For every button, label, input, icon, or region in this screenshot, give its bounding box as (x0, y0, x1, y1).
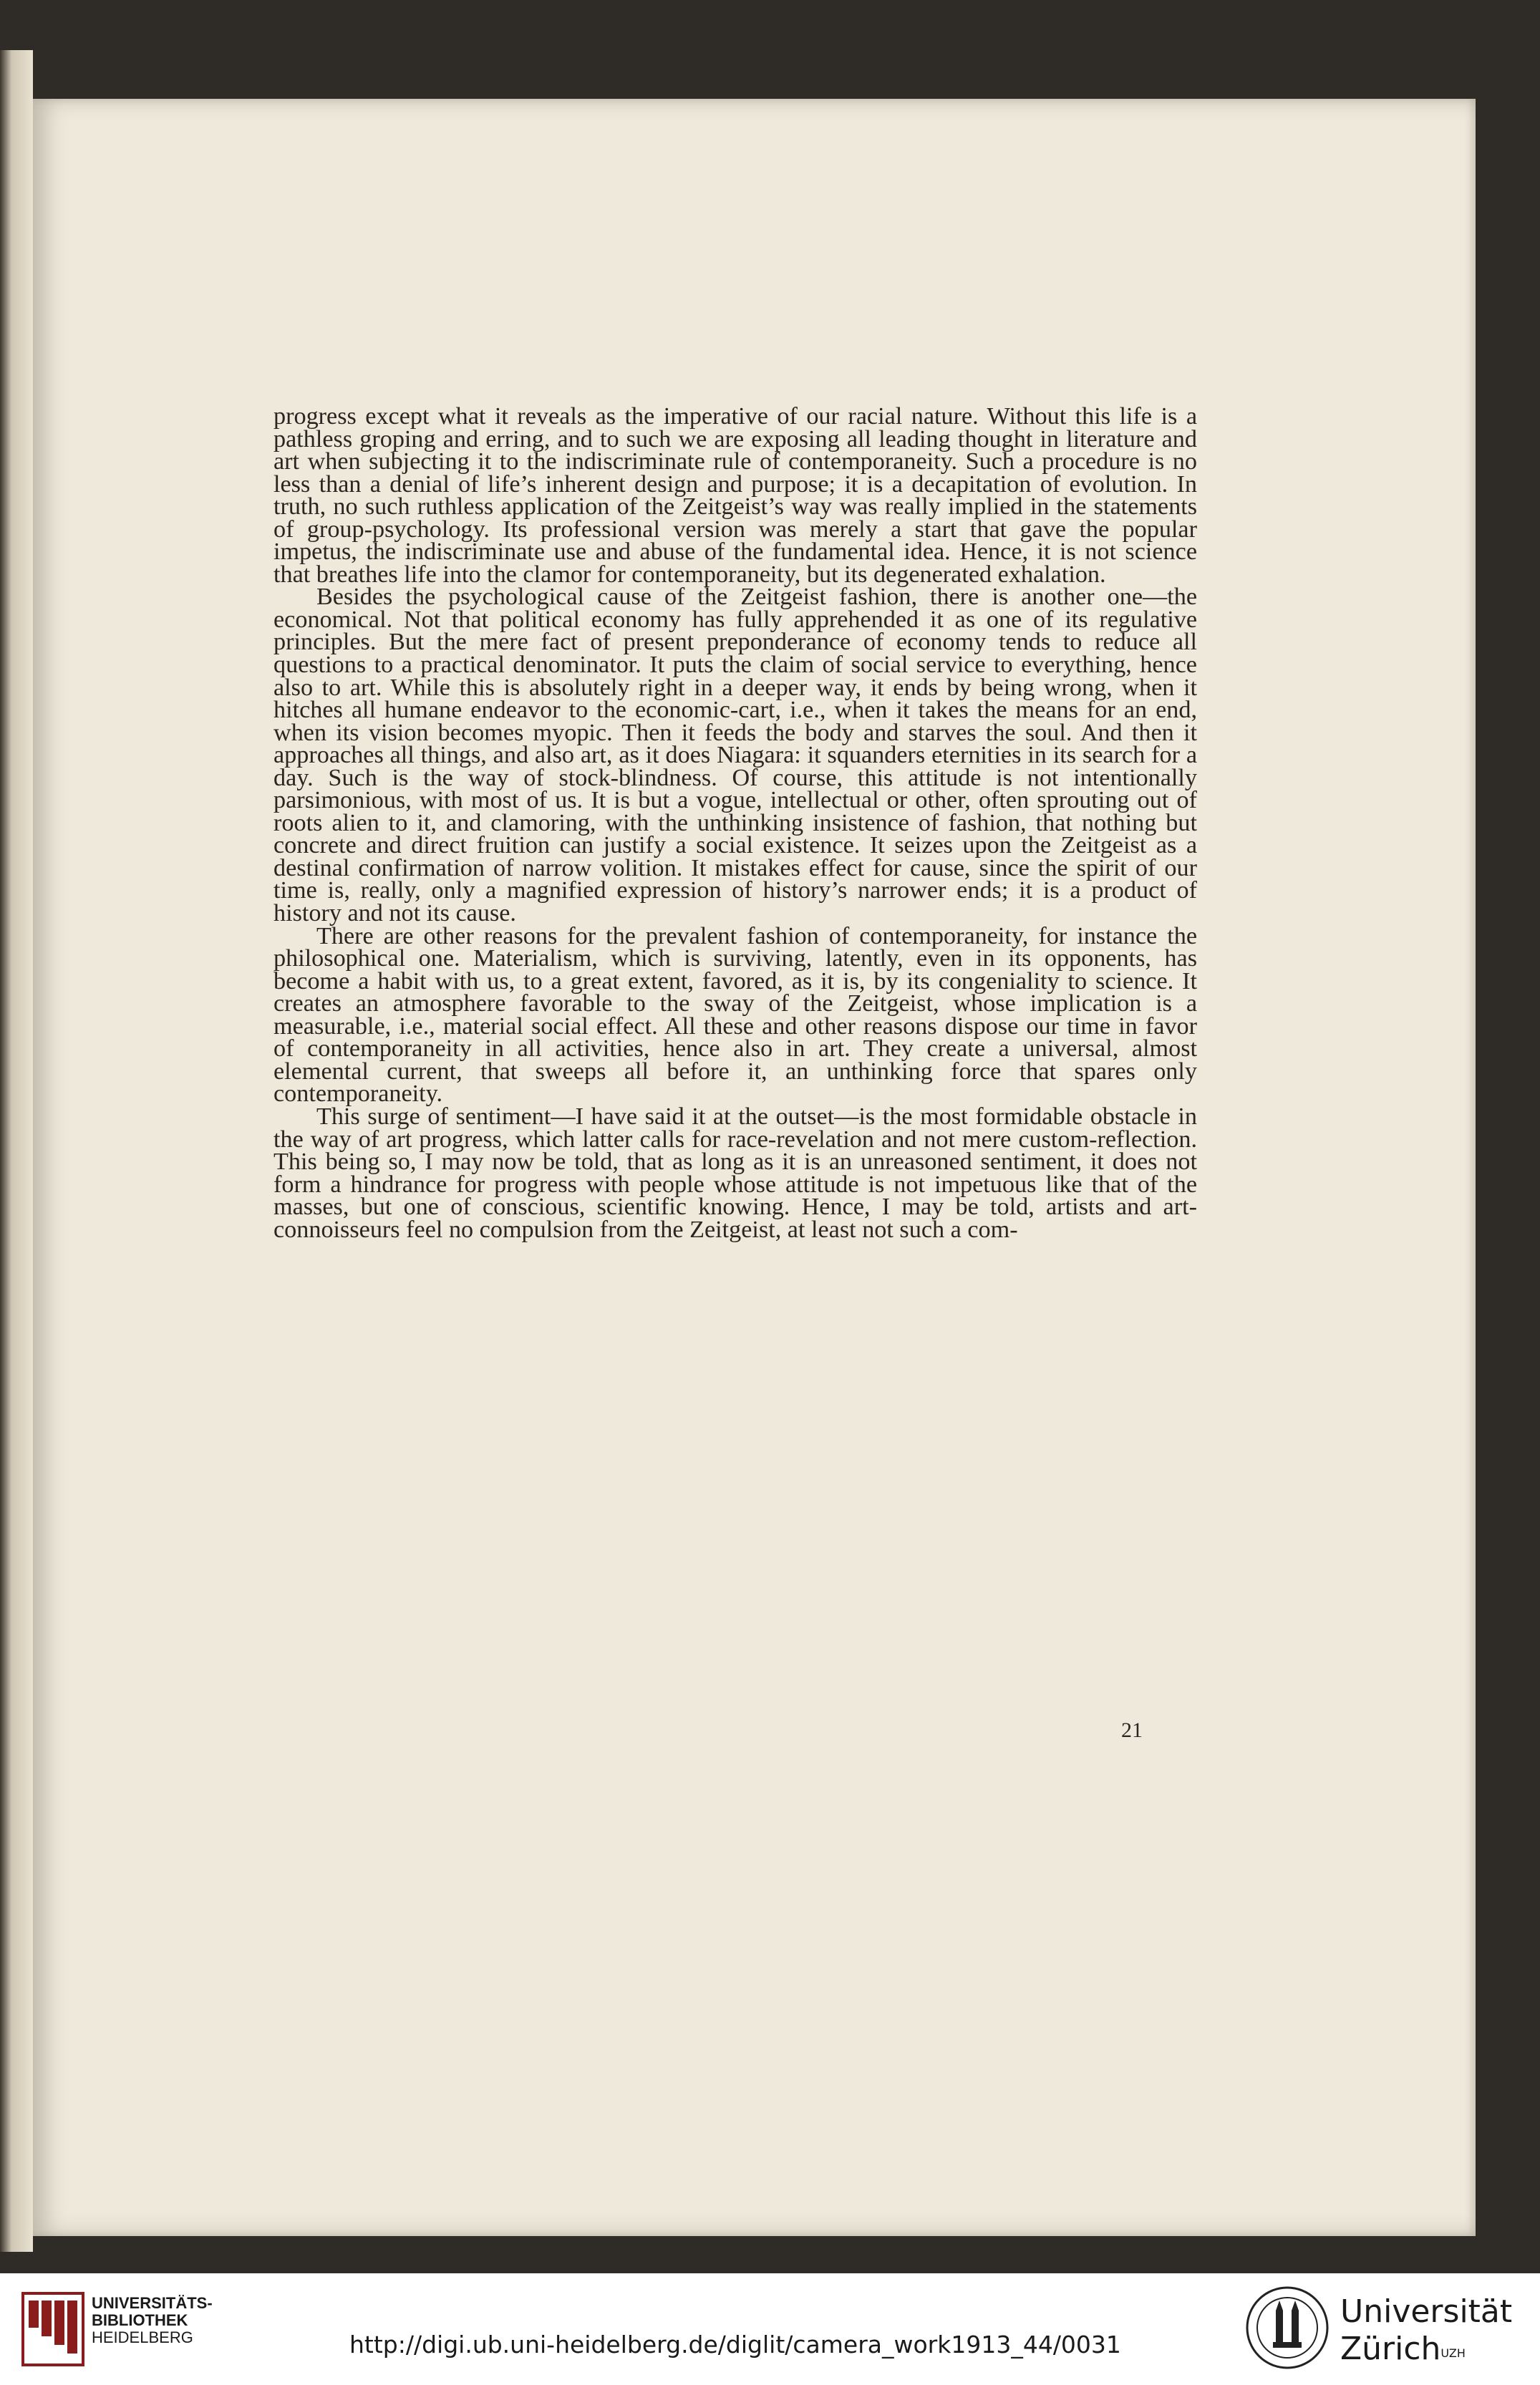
book-page (33, 99, 1476, 2236)
university-abbrev: UZH (1440, 2346, 1466, 2360)
library-line-1: UNIVERSITÄTS- (92, 2294, 213, 2312)
body-text (273, 405, 1197, 1241)
left-page-edge (0, 50, 33, 2252)
university-city: Zürich (1340, 2331, 1441, 2367)
paragraph-4: This surge of sentiment—I have said it at the outset—is the most formidable obstacle in the way of art progress, which latter calls for race-revelation and not mere custom-reflection. This being so, I may now be told, that as long as it is an unreasoned sentiment, it does not form a hindrance for progress with people whose attitude is not impetuous like that of the masses, but one of conscious, scientific knowing. Hence, I may be told, artists and art-connoisseurs feel no compulsion from the Zeitgeist, at least not such a com- (273, 1103, 1197, 1243)
permalink-url[interactable]: http://digi.ub.uni-heidelberg.de/diglit/camera_work1913_44/0031 (349, 2331, 1121, 2359)
page-number: 21 (1121, 1718, 1143, 1742)
university-line-2 (1340, 2331, 1512, 2368)
library-line-2: BIBLIOTHEK (92, 2311, 188, 2329)
university-name (1340, 2293, 1512, 2368)
university-line-1: Universität (1340, 2293, 1513, 2330)
uzh-seal-icon (1244, 2285, 1330, 2371)
paragraph-1: progress except what it reveals as the imperative of our racial nature. Without this life is a pathless groping and erring, and to such we are exposing all leading thought in literature and art when subjecting it to the indiscriminate rule of contemporaneity. Such a procedure is no less than a denial of life’s inherent design and purpose; it is a decapitation of evolution. In truth, no such ruthless application of the Zeitgeist’s way was really implied in the statements of group-psychology. Its professional version was merely a start that gave the popular impetus, the indiscriminate use and abuse of the fundamental idea. Hence, it is not science that breathes life into the clamor for contemporaneity, but its degenerated exhalation. (273, 403, 1197, 588)
ub-heidelberg-logo-icon (20, 2290, 86, 2368)
library-line-3: HEIDELBERG (92, 2328, 193, 2346)
footer-bar (0, 2273, 1540, 2385)
paragraph-2: Besides the psychological cause of the Zeitgeist fashion, there is another one—the economical. Not that political economy has fully apprehended it as one of its regulative principles. But the mere fact of present preponderance of economy tends to reduce all questions to a practical denominator. It puts the claim of social service to everything, hence also to art. While this is absolutely right in a deeper way, it ends by being wrong, when it hitches all humane endeavor to the economic-cart, i.e., when it takes the means for an end, when its vision becomes myopic. Then it feeds the body and starves the soul. And then it approaches all things, and also art, as it does Niagara: it squanders eternities in its search for a day. Such is the way of stock-blindness. Of course, this attitude is not intentionally parsimonious, with most of us. It is but a vogue, intellectual or other, often sprouting out of roots alien to it, and clamoring, with the unthinking insistence of fashion, that nothing but concrete and direct fruition can justify a social existence. It seizes upon the Zeitgeist as a destinal confirmation of narrow volition. It mistakes effect for cause, since the spirit of our time is, really, only a magnified expression of history’s narrower ends; it is a product of history and not its cause. (273, 584, 1197, 927)
paragraph-3: There are other reasons for the prevalent fashion of contemporaneity, for instance the philosophical one. Materialism, which is surviving, latently, even in its opponents, has become a habit with us, to a great extent, favored, as it is, by its congeniality to science. It creates an atmosphere favorable to the sway of the Zeitgeist, whose implication is a measurable, i.e., material social effect. All these and other reasons dispose our time in favor of contemporaneity in all activities, hence also in art. They create a universal, almost elemental current, that sweeps all before it, an unthinking force that spares only contemporaneity. (273, 922, 1197, 1108)
library-name (92, 2295, 213, 2346)
